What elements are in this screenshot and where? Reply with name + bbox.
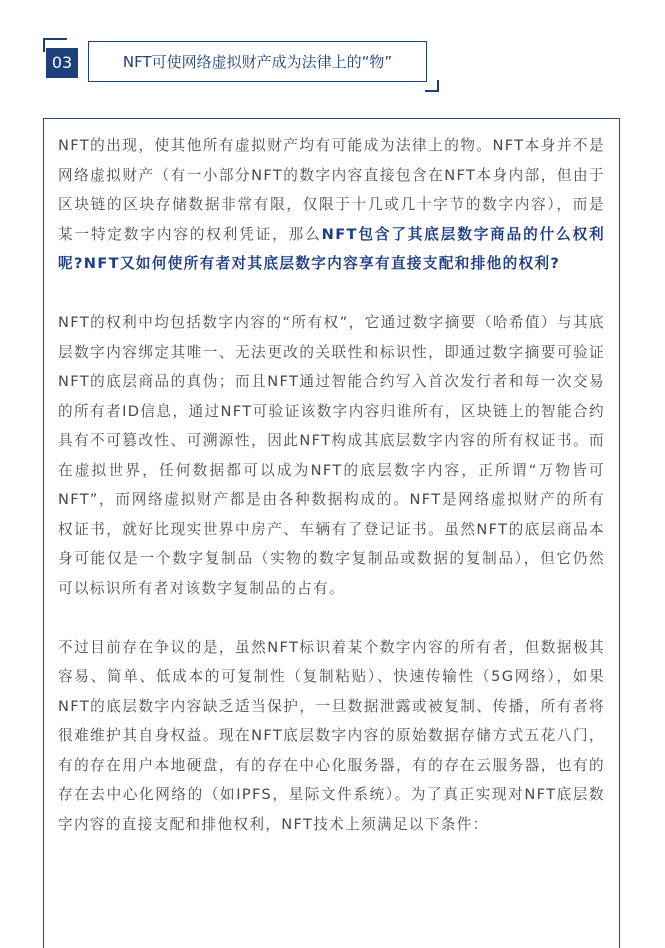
article-body <box>43 118 620 948</box>
paragraph-3: 不过目前存在争议的是，虽然NFT标识着某个数字内容的所有者，但数据极其容易、简单、低成本的可复制性（复制粘贴）、快速传输性（5G网络），如果NFT的底层数字内容缺乏适当保护，一旦数据泄露或被复制、传播，所有者将很难维护其自身权益。现在NFT底层数字内容的原始数据存储方式五花八门，有的存在用户本地硬盘，有的存在中心化服务器，有的存在云服务器，也有的存在去中心化网络的（如IPFS，星际文件系统）。为了真正实现对NFT底层数字内容的直接支配和排他权利，NFT技术上须满足以下条件： <box>58 638 605 833</box>
paragraph-1 <box>58 131 605 279</box>
header-corner-bottom-right <box>425 80 439 92</box>
paragraph-2: NFT的权利中均包括数字内容的“所有权”，它通过数字摘要（哈希值）与其底层数字内容绑定其唯一、无法更改的关联性和标识性，即通过数字摘要可验证NFT的底层商品的真伪；而且NFT通过智能合约写入首次发行者和每一次交易的所有者ID信息，通过NFT可验证该数字内容归谁所有，区块链上的智能合约具有不可篡改性、可溯源性，因此NFT构成其底层数字内容的所有权证书。而在虚拟世界，任何数据都可以成为NFT的底层数字内容，正所谓“万物皆可NFT”，而网络虚拟财产都是由各种数据构成的。NFT是网络虚拟财产的所有权证书，就好比现实世界中房产、车辆有了登记证书。虽然NFT的底层商品本身可能仅是一个数字复制品（实物的数字复制品或数据的复制品），但它仍然可以标识所有者对该数字复制品的占有。 <box>58 314 605 597</box>
paragraph-1-highlight: NFT包含了其底层数字商品的什么权利呢?NFT又如何使所有者对其底层数字内容享有直接支配和排他的权利? <box>58 225 605 272</box>
paragraph-1-text: NFT的出现，使其他所有虚拟财产均有可能成为法律上的物。NFT本身并不是网络虚拟财产（有一小部分NFT的数字内容直接包含在NFT本身内部，但由于区块链的区块存储数据非常有限，仅限于十几或几十字节的数字内容），而是某一特定数字内容的权利凭证，那么 <box>58 137 605 243</box>
section-number-badge: 03 <box>46 48 78 78</box>
section-title: NFT可使网络虚拟财产成为法律上的“物” <box>122 53 393 71</box>
section-title-box <box>88 41 427 82</box>
